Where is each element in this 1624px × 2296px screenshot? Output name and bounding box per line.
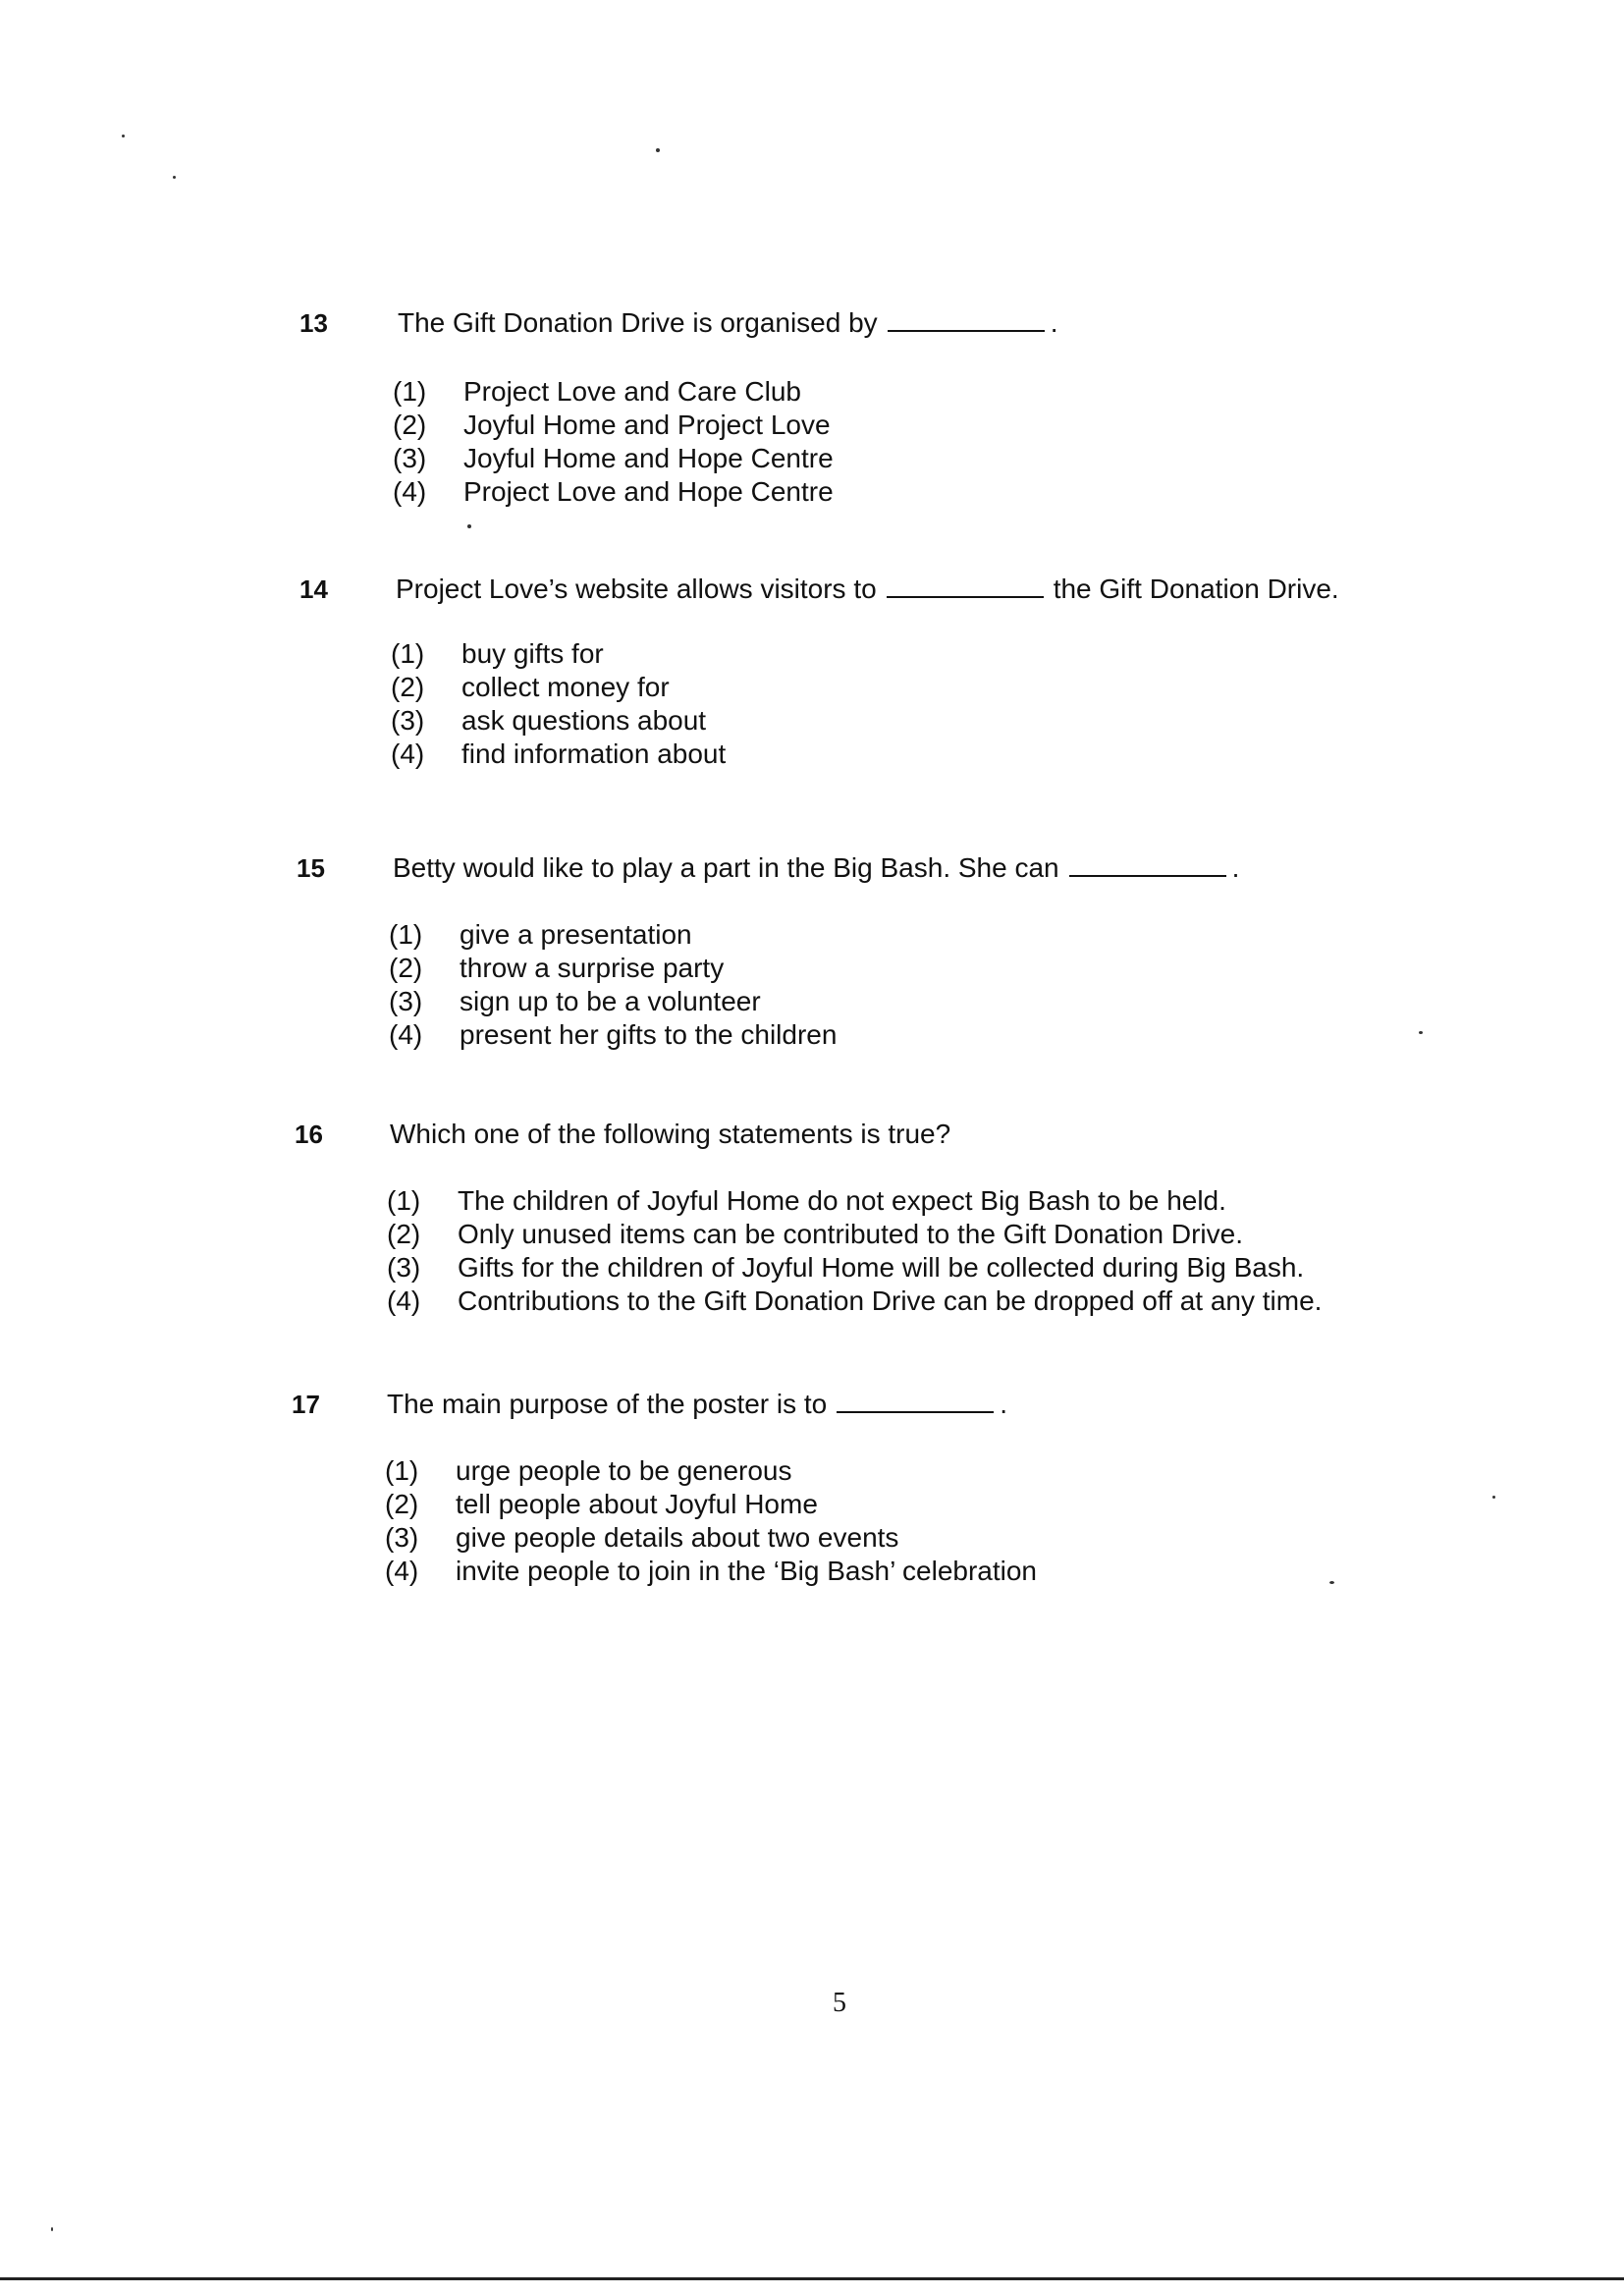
question-number: 14	[299, 574, 328, 604]
option-text: collect money for	[461, 672, 670, 702]
option-number: (3)	[393, 443, 427, 473]
option-number: (1)	[387, 1185, 421, 1216]
option-text: Joyful Home and Hope Centre	[463, 443, 834, 473]
option-number: (4)	[385, 1556, 419, 1586]
option-number: (3)	[391, 705, 425, 736]
answer-blank	[887, 574, 1044, 598]
bottom-rule	[0, 2277, 1624, 2280]
option-text: The children of Joyful Home do not expect Big Bash to be held.	[458, 1185, 1226, 1216]
option-number: (2)	[393, 410, 427, 440]
question-number: 13	[299, 308, 328, 338]
option-number: (1)	[389, 919, 423, 950]
answer-blank	[888, 308, 1045, 332]
stem-end: .	[1000, 1389, 1008, 1419]
question-stem	[396, 573, 1339, 606]
question-number: 17	[292, 1390, 320, 1419]
option-text: ask questions about	[461, 705, 707, 736]
scan-speck	[173, 176, 176, 179]
option-number: (2)	[389, 953, 423, 983]
stem-end: the Gift Donation Drive.	[1053, 574, 1339, 604]
stem-text: The Gift Donation Drive is organised by	[398, 307, 878, 338]
scan-speck	[1492, 1496, 1495, 1499]
scan-speck	[122, 135, 125, 137]
option-number: (2)	[385, 1489, 419, 1519]
option-number: (1)	[393, 376, 427, 407]
option-number: (4)	[387, 1285, 421, 1316]
stem-text: Betty would like to play a part in the Big Bash. She can	[393, 852, 1059, 883]
option-text: Joyful Home and Project Love	[463, 410, 831, 440]
stem-text: Project Love’s website allows visitors to	[396, 574, 877, 604]
answer-blank	[837, 1390, 994, 1413]
scan-speck	[1419, 1031, 1423, 1034]
option-text: give a presentation	[460, 919, 692, 950]
option-text: Project Love and Care Club	[463, 376, 801, 407]
option-text: tell people about Joyful Home	[456, 1489, 818, 1519]
option-number: (4)	[389, 1019, 423, 1050]
option-number: (3)	[389, 986, 423, 1016]
scan-speck	[51, 2227, 53, 2231]
option-text: give people details about two events	[456, 1522, 899, 1553]
stem-text: Which one of the following statements is true?	[390, 1119, 951, 1149]
option-number: (2)	[391, 672, 425, 702]
scan-speck	[656, 148, 660, 152]
question-stem	[393, 851, 1239, 885]
option-text: buy gifts for	[461, 638, 604, 669]
option-text: sign up to be a volunteer	[460, 986, 761, 1016]
option-text: Only unused items can be contributed to the Gift Donation Drive.	[458, 1219, 1243, 1249]
option-number: (4)	[393, 476, 427, 507]
option-text: Gifts for the children of Joyful Home will be collected during Big Bash.	[458, 1252, 1305, 1283]
answer-blank	[1069, 853, 1226, 877]
option-text: invite people to join in the ‘Big Bash’ celebration	[456, 1556, 1038, 1586]
scan-speck	[467, 524, 471, 528]
question-number: 16	[295, 1120, 323, 1149]
question-stem	[390, 1118, 950, 1151]
option-number: (4)	[391, 738, 425, 769]
stem-text: The main purpose of the poster is to	[387, 1389, 828, 1419]
option-number: (3)	[387, 1252, 421, 1283]
option-text: find information about	[461, 738, 727, 769]
question-number: 15	[297, 853, 325, 883]
question-stem	[387, 1388, 1007, 1421]
scan-speck	[1329, 1581, 1334, 1584]
option-text: Project Love and Hope Centre	[463, 476, 834, 507]
option-number: (1)	[385, 1455, 419, 1486]
option-text: present her gifts to the children	[460, 1019, 838, 1050]
option-number: (1)	[391, 638, 425, 669]
option-number: (3)	[385, 1522, 419, 1553]
option-text: urge people to be generous	[456, 1455, 792, 1486]
stem-end: .	[1231, 852, 1240, 883]
page-number: 5	[833, 1988, 846, 2018]
option-text: Contributions to the Gift Donation Drive can be dropped off at any time.	[458, 1285, 1323, 1316]
stem-end: .	[1050, 307, 1058, 338]
question-stem	[398, 306, 1057, 340]
option-number: (2)	[387, 1219, 421, 1249]
option-text: throw a surprise party	[460, 953, 725, 983]
